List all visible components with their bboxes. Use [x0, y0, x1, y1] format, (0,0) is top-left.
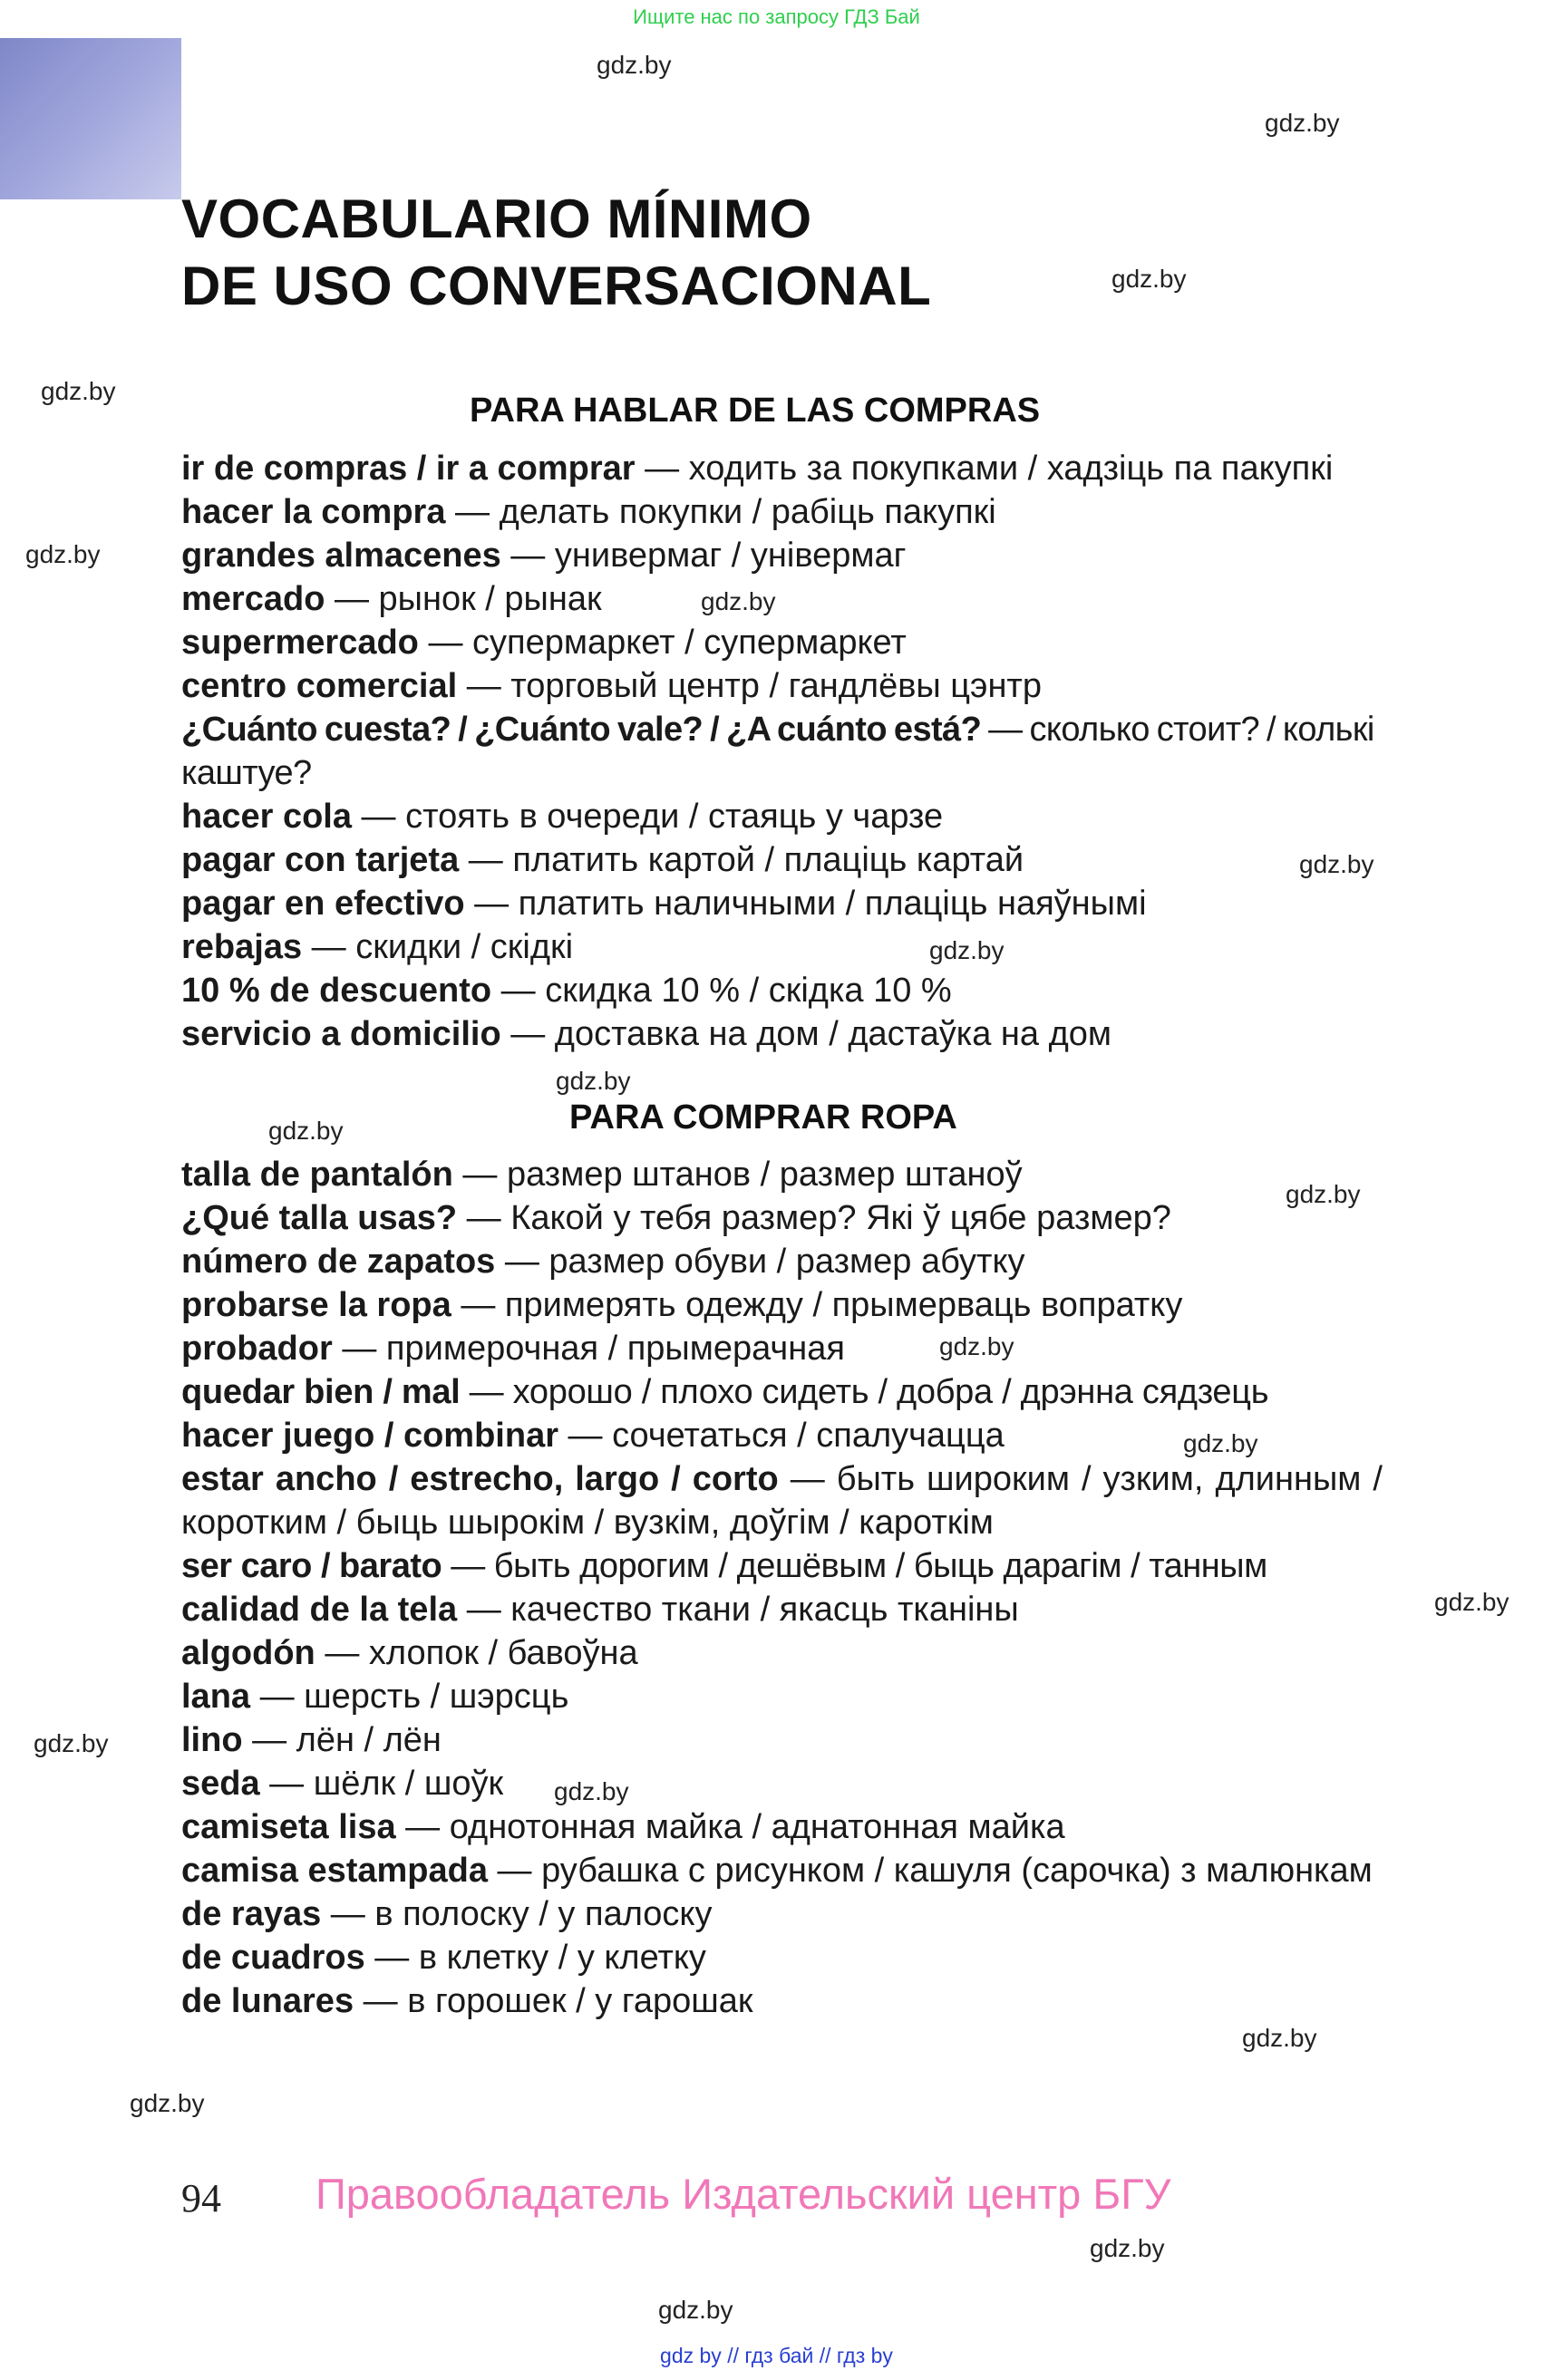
- vocab-entry: número de zapatos — размер обуви / размер абутку: [181, 1243, 1025, 1281]
- watermark: gdz.by: [929, 936, 1005, 964]
- title-line-1: VOCABULARIO MÍNIMO: [181, 189, 812, 249]
- vocab-entry: de rayas — в полоску / у палоску: [181, 1895, 713, 1933]
- vocab-entry: rebajas — скидки / скідкі: [181, 928, 574, 966]
- vocab-entry: de cuadros — в клетку / у клетку: [181, 1939, 706, 1977]
- vocab-entry: de lunares — в горошек / у гарошак: [181, 1982, 753, 2020]
- title-line-2: DE USO CONVERSACIONAL: [181, 256, 932, 316]
- section-heading-shopping: PARA HABLAR DE LAS COMPRAS: [470, 392, 1041, 430]
- vocab-entry: mercado — рынок / рынак: [181, 580, 602, 618]
- watermark: gdz.by: [1434, 1588, 1509, 1616]
- vocab-entry: servicio a domicilio — доставка на дом / дастаўка на дом: [181, 1015, 1112, 1053]
- vocab-entry: calidad de la tela — качество ткани / якасць тканіны: [181, 1591, 1019, 1629]
- shopping-vocabulary-list: [181, 447, 1383, 1056]
- watermark: gdz.by: [1299, 850, 1374, 878]
- vocab-entry: pagar con tarjeta — платить картой / плаціць картай: [181, 841, 1024, 879]
- watermark: gdz.by: [939, 1332, 1014, 1360]
- vocab-entry: hacer la compra — делать покупки / рабіць пакупкі: [181, 493, 996, 531]
- watermark: gdz.by: [701, 587, 776, 615]
- vocab-entry: camisa estampada — рубашка с рисунком / кашуля (сарочка) з малюнкам: [181, 1852, 1373, 1890]
- watermark: gdz.by: [34, 1729, 109, 1757]
- watermark: gdz.by: [1286, 1180, 1361, 1208]
- watermark: gdz.by: [1111, 265, 1187, 293]
- vocab-entry: lana — шерсть / шэрсць: [181, 1678, 569, 1716]
- vocab-entry: camiseta lisa — однотонная майка / аднатонная майка: [181, 1808, 1065, 1846]
- vocab-entry: centro comercial — торговый центр / гандлёвы цэнтр: [181, 667, 1042, 705]
- rights-holder: Правообладатель Издательский центр БГУ: [315, 2170, 1171, 2218]
- vocab-entry: algodón — хлопок / бавоўна: [181, 1634, 638, 1672]
- page-number: 94: [181, 2176, 221, 2220]
- page-title: [181, 186, 931, 320]
- vocab-entry: ir de compras / ir a comprar — ходить за покупками / хадзіць па пакупкі: [181, 450, 1334, 488]
- top-banner[interactable]: Ищите нас по запросу ГДЗ Бай: [633, 5, 920, 28]
- vocab-entry: supermercado — супермаркет / супермаркет: [181, 624, 907, 662]
- vocab-entry: probarse la ropa — примерять одежду / прымерваць вопратку: [181, 1286, 1183, 1324]
- vocab-entry: ser caro / barato — быть дорогим / дешёвым / быць дарагім / танным: [181, 1547, 1267, 1585]
- watermark: gdz.by: [597, 51, 672, 79]
- watermark: gdz.by: [268, 1117, 344, 1145]
- watermark: gdz.by: [41, 377, 116, 405]
- vocab-entry: estar ancho / estrecho, largo / corto — быть широким / узким, длинным / коротким / быць шырокім / вузкім, доўгім / кароткім: [181, 1460, 1383, 1542]
- vocab-entry: quedar bien / mal — хорошо / плохо сидеть / добра / дрэнна сядзець: [181, 1373, 1269, 1411]
- watermark: gdz.by: [1090, 2234, 1165, 2262]
- watermark: gdz.by: [25, 540, 101, 568]
- watermark: gdz.by: [658, 2296, 733, 2324]
- vocab-entry: seda — шёлк / шоўк: [181, 1765, 504, 1803]
- vocab-entry: grandes almacenes — универмаг / універмаг: [181, 537, 907, 575]
- section-heading-clothes: PARA COMPRAR ROPA: [569, 1098, 957, 1137]
- vocab-entry: talla de pantalón — размер штанов / размер штаноў: [181, 1156, 1023, 1194]
- watermark: gdz.by: [1242, 2024, 1317, 2052]
- clothes-vocabulary-list: [181, 1153, 1383, 2023]
- corner-decoration: [0, 38, 181, 199]
- watermark: gdz.by: [556, 1067, 631, 1095]
- bottom-links[interactable]: gdz by // гдз бай // гдз by: [660, 2344, 893, 2367]
- vocab-entry: lino — лён / лён: [181, 1721, 442, 1759]
- vocab-entry: hacer cola — стоять в очереди / стаяць у чарзе: [181, 798, 944, 836]
- vocab-entry: hacer juego / combinar — сочетаться / спалучацца: [181, 1417, 1005, 1455]
- watermark: gdz.by: [130, 2089, 205, 2117]
- vocab-entry: ¿Cuánto cuesta? / ¿Cuánto vale? / ¿A cuánto está? — сколько стоит? / колькі каштуе?: [181, 711, 1374, 792]
- vocab-entry: ¿Qué talla usas? — Какой у тебя размер? Які ў цябе размер?: [181, 1199, 1171, 1237]
- watermark: gdz.by: [1265, 109, 1340, 137]
- vocab-entry: 10 % de descuento — скидка 10 % / скідка 10 %: [181, 972, 952, 1010]
- vocab-entry: probador — примерочная / прымерачная: [181, 1330, 845, 1368]
- watermark: gdz.by: [1183, 1429, 1258, 1457]
- vocab-entry: pagar en efectivo — платить наличными / плаціць наяўнымі: [181, 885, 1147, 923]
- watermark: gdz.by: [554, 1777, 629, 1805]
